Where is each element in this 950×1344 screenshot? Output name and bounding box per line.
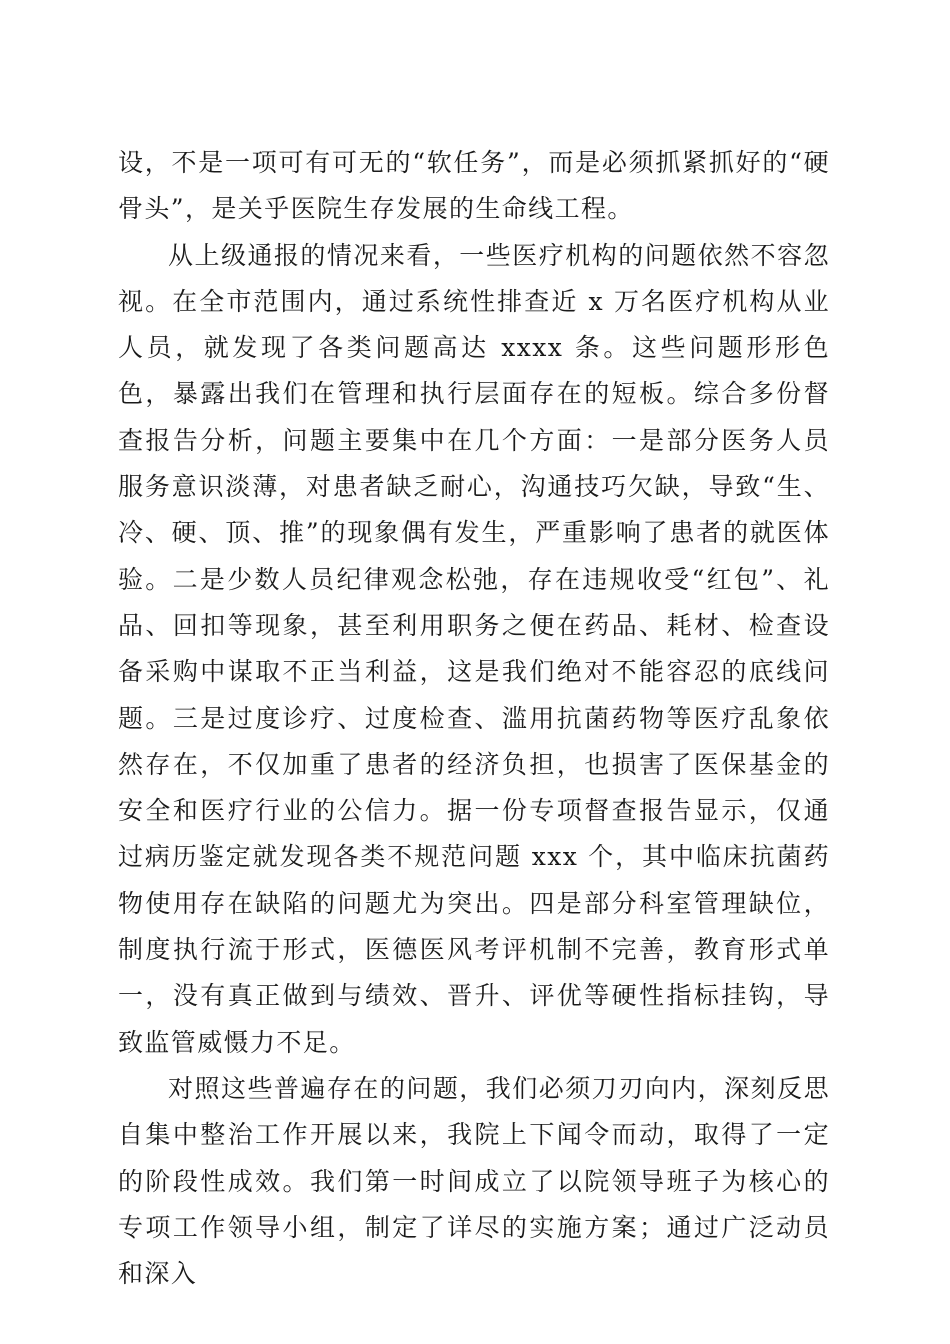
document-body xyxy=(118,140,830,1297)
paragraph-problems: 从上级通报的情况来看，一些医疗机构的问题依然不容忽视。在全市范围内，通过系统性排查近 x 万名医疗机构从业人员，就发现了各类问题高达 xxxx 条。这些问题形形色色，暴露出我们在管理和执行层面存在的短板。综合多份督查报告分析，问题主要集中在几个方面：一是部分医务人员服务意识淡薄，对患者缺乏耐心，沟通技巧欠缺，导致“生、冷、硬、顶、推”的现象偶有发生，严重影响了患者的就医体验。二是少数人员纪律观念松弛，存在违规收受“红包”、礼品、回扣等现象，甚至利用职务之便在药品、耗材、检查设备采购中谋取不正当利益，这是我们绝对不能容忍的底线问题。三是过度诊疗、过度检查、滥用抗菌药物等医疗乱象依然存在，不仅加重了患者的经济负担，也损害了医保基金的安全和医疗行业的公信力。据一份专项督查报告显示，仅通过病历鉴定就发现各类不规范问题 xxx 个，其中临床抗菌药物使用存在缺陷的问题尤为突出。四是部分科室管理缺位，制度执行流于形式，医德医风考评机制不完善，教育形式单一，没有真正做到与绩效、晋升、评优等硬性指标挂钩，导致监管威慑力不足。 xyxy=(118,240,830,1057)
paragraph-continuation: 设，不是一项可有可无的“软任务”，而是必须抓紧抓好的“硬骨头”，是关乎医院生存发展的生命线工程。 xyxy=(118,148,830,224)
paragraph-reflection: 对照这些普遍存在的问题，我们必须刀刃向内，深刻反思自集中整治工作开展以来，我院上下闻令而动，取得了一定的阶段性成效。我们第一时间成立了以院领导班子为核心的专项工作领导小组，制定了详尽的实施方案；通过广泛动员和深入 xyxy=(118,1073,830,1289)
